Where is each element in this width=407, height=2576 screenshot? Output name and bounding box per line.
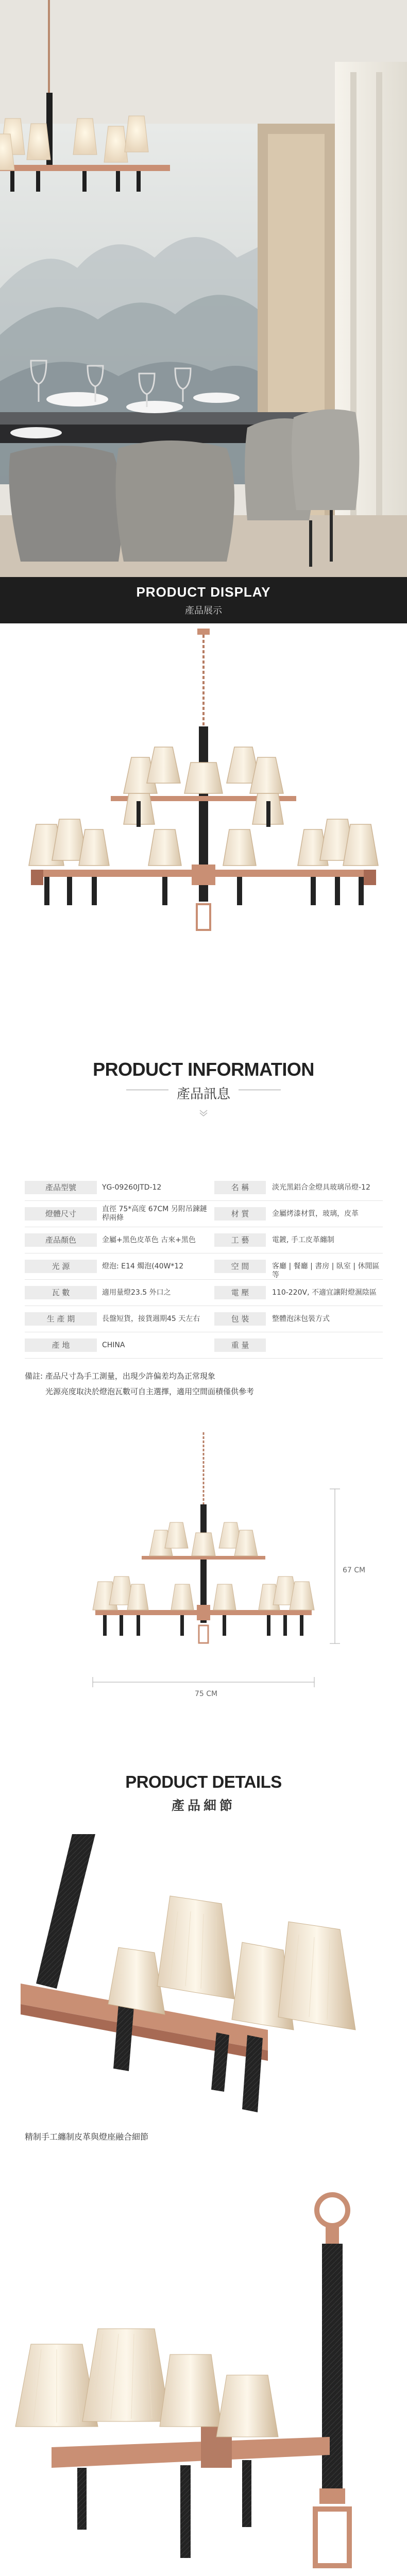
product-display-title: PRODUCT DISPLAY [136, 584, 271, 600]
spec-label: 生 產 期 [25, 1312, 97, 1326]
spec-value: 直徑 75*高度 67CM 另附吊鍊鏈桿兩條 [102, 1205, 207, 1222]
height-label: 67 CM [343, 1566, 366, 1574]
spec-label: 包 裝 [214, 1312, 266, 1326]
spec-label: 產品型號 [25, 1181, 97, 1194]
spec-label: 產 地 [25, 1338, 97, 1352]
spec-value: 110-220V, 不適宜讓附燈濕陰區 [272, 1289, 377, 1297]
note-line: 光源亮度取決於燈泡瓦數可自主選擇，適用空間面積僅供參考 [45, 1387, 255, 1396]
spec-value: 適用量燈23.5 外口之 [102, 1289, 171, 1297]
spec-row [25, 1201, 383, 1227]
detail-caption-1: 精制手工纏制皮革與燈座融合細節 [25, 2132, 149, 2142]
width-label: 75 CM [194, 1690, 218, 1698]
spec-value: 金屬烤漆材質，玻璃，皮革 [272, 1210, 359, 1218]
product-display-subtitle: 產品展示 [185, 605, 222, 616]
product-display-banner [0, 577, 407, 623]
spec-row [25, 1227, 383, 1253]
spec-value: 整體泡沫包裝方式 [272, 1315, 330, 1323]
hero-photo [0, 0, 407, 577]
spec-label: 瓦 數 [25, 1286, 97, 1299]
chandelier-studio-photo [0, 623, 407, 984]
spec-label: 名 稱 [214, 1181, 266, 1194]
info-title: PRODUCT INFORMATION [93, 1059, 314, 1080]
spec-value: 金屬+黑色皮革色 古來+黑色 [102, 1236, 196, 1244]
spec-table [25, 1175, 383, 1359]
spec-label: 電 壓 [214, 1286, 266, 1299]
details-title: PRODUCT DETAILS [125, 1772, 282, 1791]
info-subtitle: 產品訊息 [0, 1083, 407, 1103]
spec-value: 電鍍, 手工皮革纏制 [272, 1236, 334, 1244]
spec-row [25, 1280, 383, 1306]
spec-label: 光 源 [25, 1260, 97, 1273]
spec-label: 產品顏色 [25, 1233, 97, 1247]
chandelier-illustration [0, 623, 407, 984]
detail-photo-1 [0, 1834, 407, 2123]
chevron-down-icon [198, 1108, 209, 1118]
spec-value: 客廳 | 餐廳 | 書房 | 臥室 | 休閒區等 [272, 1262, 380, 1279]
spec-value: 長盤短貨，接貨週期45 天左右 [102, 1315, 200, 1323]
spec-row [25, 1306, 383, 1332]
spec-value: 淡光黑鋁合金燈具玻璃吊燈-12 [272, 1183, 370, 1192]
details-subtitle: 產品細節 [171, 1798, 235, 1813]
spec-label: 燈體尺寸 [25, 1207, 97, 1221]
spec-label: 重 量 [214, 1338, 266, 1352]
spec-row [25, 1332, 383, 1359]
spec-row [25, 1253, 383, 1280]
dining-room-photo [0, 0, 407, 577]
spec-label: 材 質 [214, 1207, 266, 1221]
spec-label: 工 藝 [214, 1233, 266, 1247]
spec-row [25, 1175, 383, 1201]
spec-value: 燈泡: E14 燭泡(40W*12 [102, 1262, 184, 1270]
detail-photo-2 [0, 2159, 407, 2576]
spec-value: CHINA [102, 1341, 125, 1349]
spec-label: 空 間 [214, 1260, 266, 1273]
spec-value: YG-09260JTD-12 [102, 1183, 162, 1192]
note-line: 備註: 產品尺寸為手工測量，出現少許偏差均為正常現象 [25, 1371, 215, 1381]
